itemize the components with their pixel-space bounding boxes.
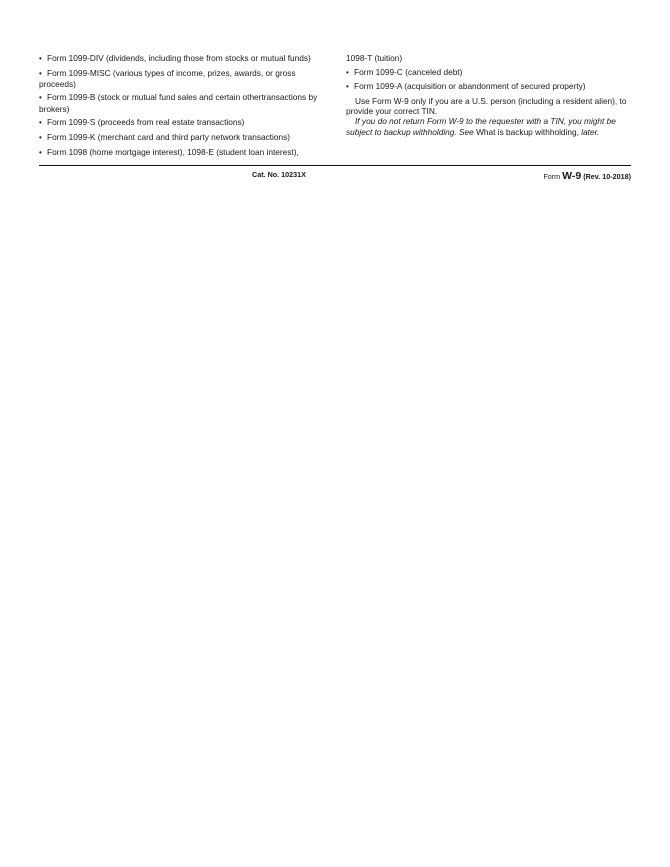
bullet-icon: • [39, 147, 42, 157]
use-paragraph: Use Form W-9 only if you are a U.S. person (including a resident alien), to provide your correct TIN. [346, 95, 627, 117]
bullet-icon: • [39, 132, 42, 142]
bullet-icon: • [39, 93, 42, 103]
bullet-icon: • [39, 118, 42, 128]
left-column [39, 53, 327, 161]
list-item-continuation: 1098-T (tuition) [346, 53, 403, 63]
list-item: • Form 1099-S (proceeds from real estate transactions) [39, 117, 245, 128]
list-item: • Form 1099-A (acquisition or abandonment of secured property) [346, 81, 586, 92]
list-item: • Form 1099-MISC (various types of income, prizes, awards, or gross proceeds) [39, 67, 296, 89]
right-column [346, 53, 630, 137]
form-revision: (Rev. 10-2018) [583, 172, 631, 181]
list-item: • Form 1098 (home mortgage interest), 1098-E (student loan interest), [39, 146, 299, 157]
list-item: • Form 1099-DIV (dividends, including those from stocks or mutual funds) [39, 53, 311, 63]
list-item: • Form 1099-C (canceled debt) [346, 66, 463, 77]
list-item: • Form 1099-K (merchant card and third party network transactions) [39, 131, 291, 142]
catalog-number: Cat. No. 10231X [252, 170, 306, 179]
form-name: W-9 [562, 170, 582, 182]
form-reference: Form W-9 (Rev. 10-2018) [543, 170, 631, 182]
bullet-icon: • [346, 67, 349, 77]
list-item: • Form 1099-B (stock or mutual fund sales and certain othertransactions by brokers) [39, 92, 318, 114]
bullet-icon: • [346, 82, 349, 92]
bullet-icon: • [39, 54, 42, 63]
warning-paragraph: If you do not return Form W-9 to the requester with a TIN, you might be subject to backup withholding. See What is backup withholding, later. [346, 116, 616, 137]
footer-divider [39, 165, 631, 166]
bullet-icon: • [39, 68, 42, 78]
